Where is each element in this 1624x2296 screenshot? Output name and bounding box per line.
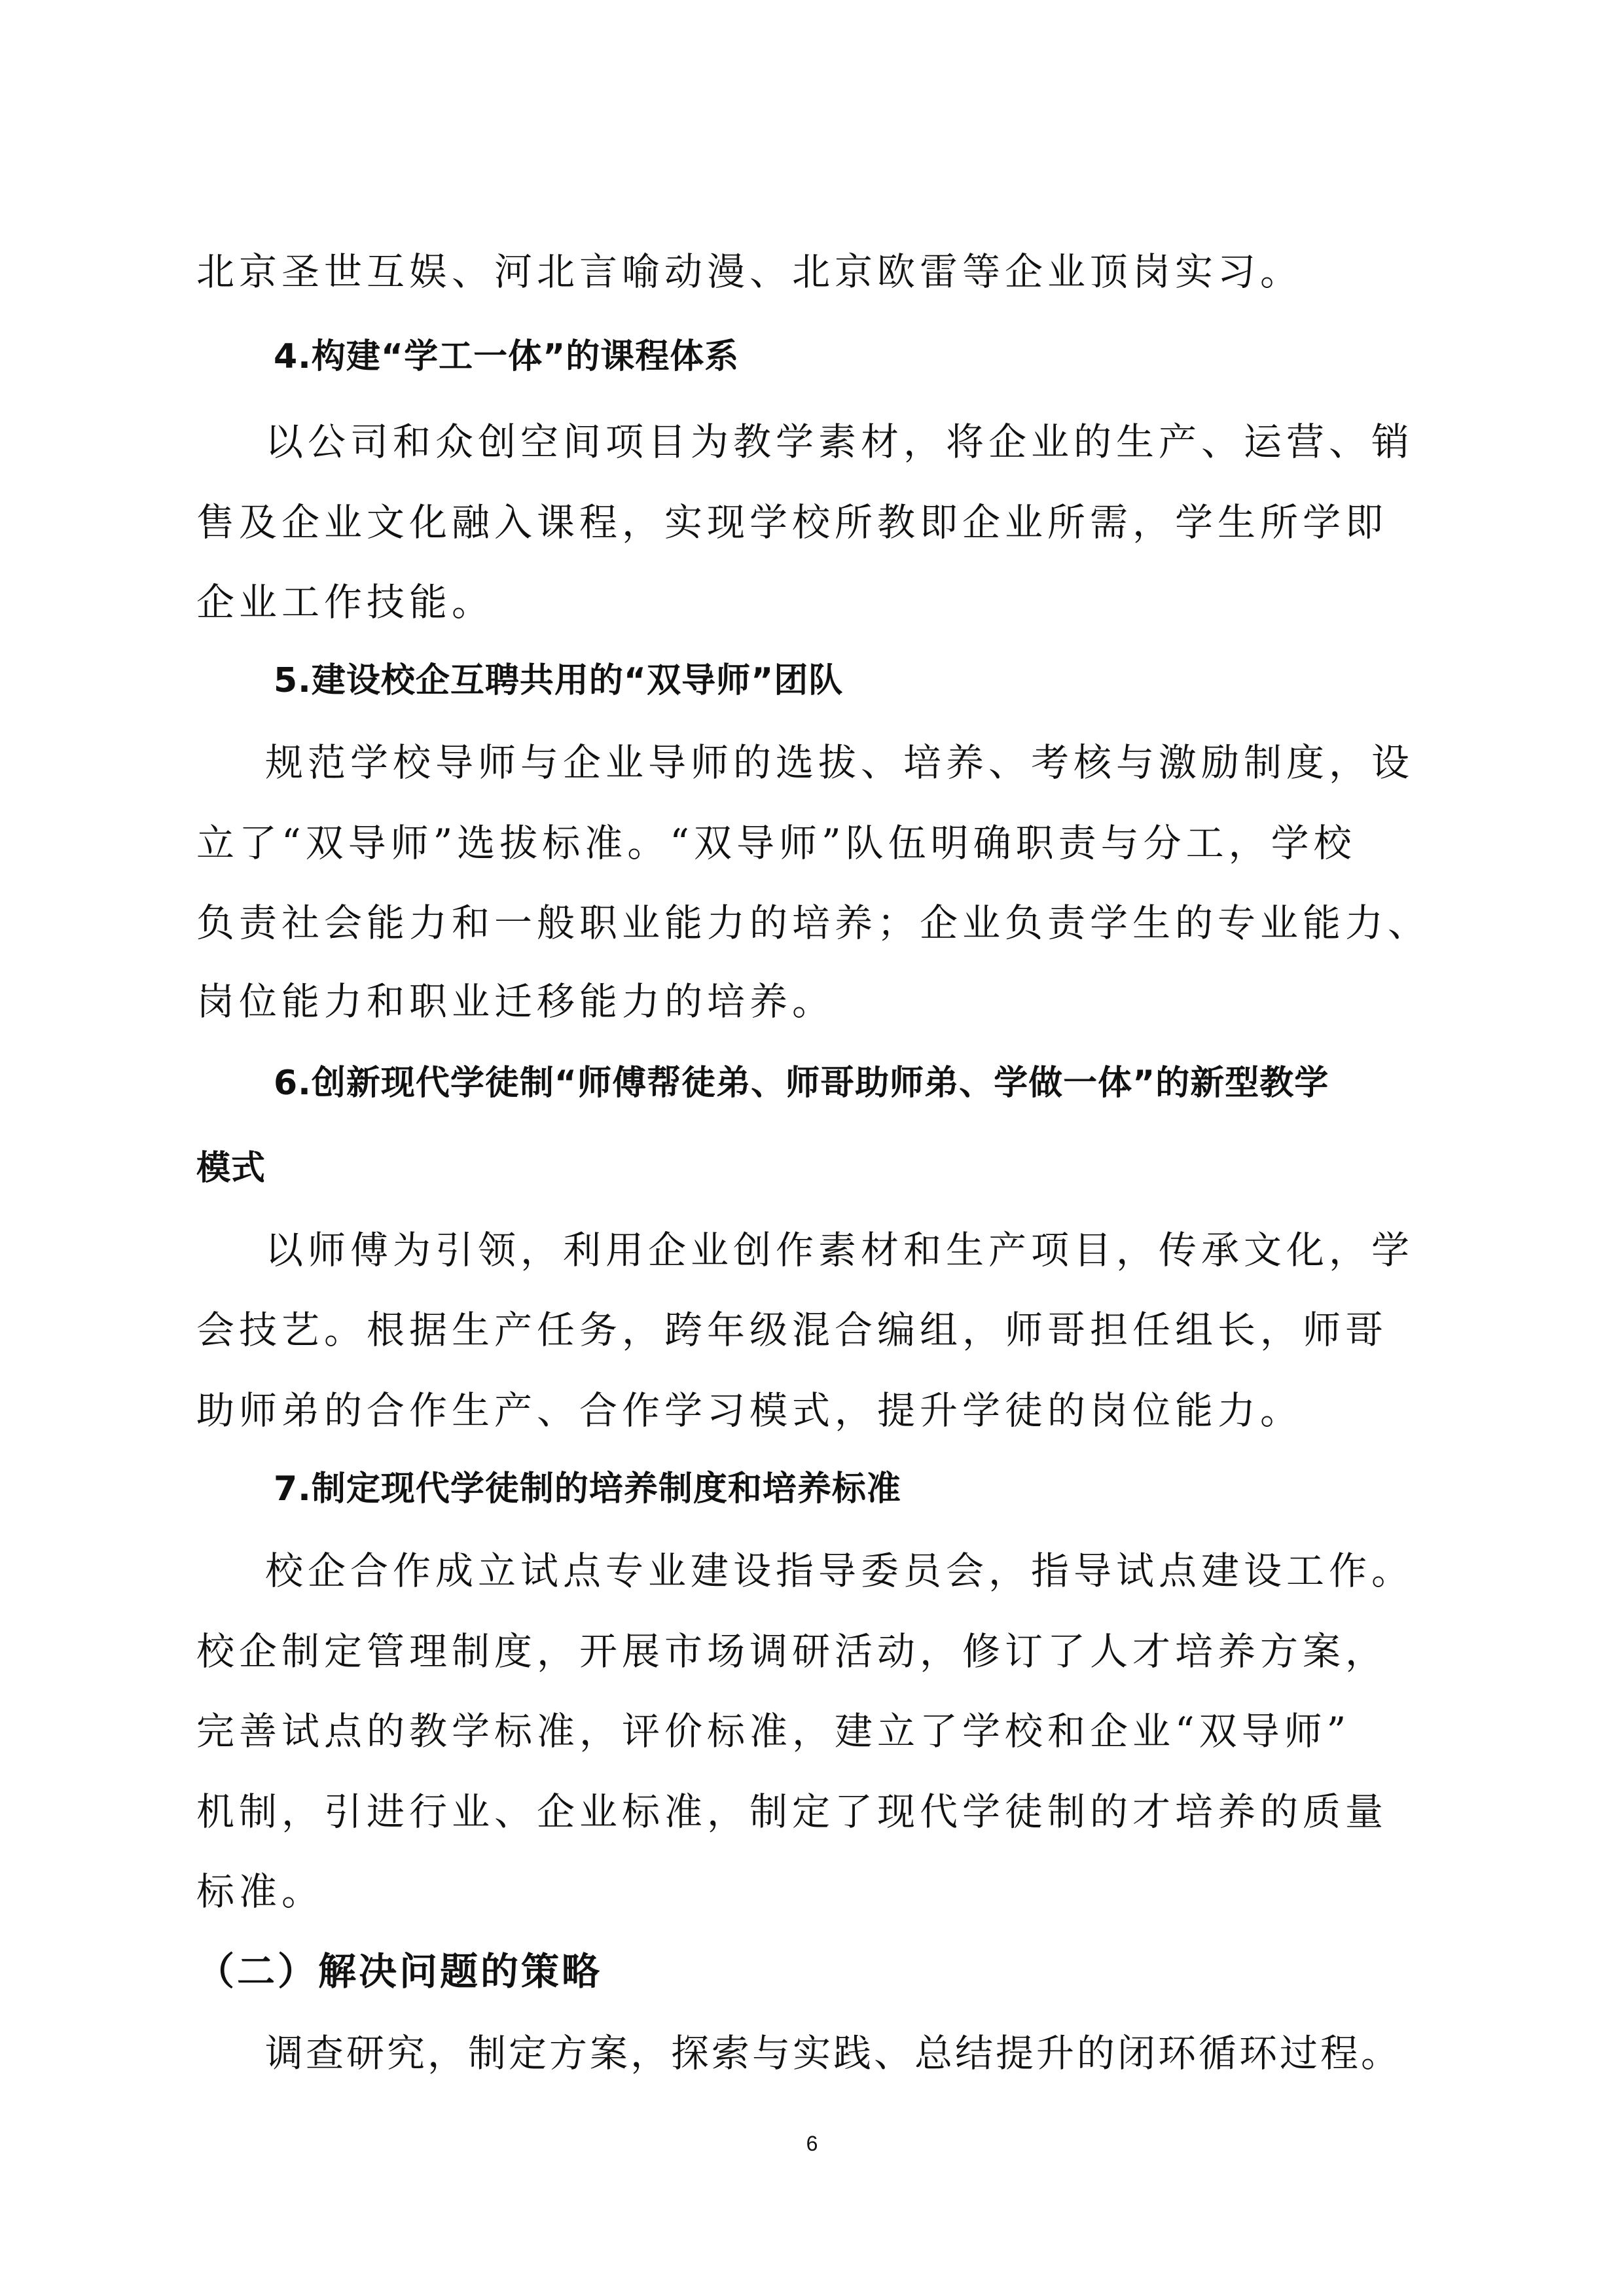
body-line: 校企合作成立试点专业建设指导委员会，指导试点建设工作。	[265, 1549, 1415, 1593]
body-line: 售及企业文化融入课程，实现学校所教即企业所需，学生所学即	[196, 500, 1388, 545]
section-heading-4: 4.构建“学工一体”的课程体系	[274, 337, 740, 376]
body-line: 校企制定管理制度，开展市场调研活动，修订了人才培养方案，	[196, 1629, 1388, 1674]
body-line: 岗位能力和职业迁移能力的培养。	[196, 979, 835, 1024]
body-line: 调查研究，制定方案，探索与实践、总结提升的闭环循环过程。	[265, 2031, 1402, 2075]
section-heading-6: 6.创新现代学徒制“师傅帮徒弟、师哥助师弟、学做一体”的新型教学	[274, 1064, 1329, 1103]
body-line: 企业工作技能。	[196, 580, 495, 624]
body-line: 负责社会能力和一般职业能力的培养；企业负责学生的专业能力、	[196, 901, 1431, 945]
body-line: 以公司和众创空间项目为教学素材，将企业的生产、运营、销	[265, 420, 1415, 464]
body-line: 标准。	[196, 1869, 325, 1914]
section-heading-6-continued: 模式	[196, 1149, 266, 1188]
subsection-heading-strategy: （二）解决问题的策略	[196, 1949, 603, 1994]
body-line: 规范学校导师与企业导师的选拔、培养、考核与激励制度，设	[265, 740, 1415, 785]
section-heading-7: 7.制定现代学徒制的培养制度和培养标准	[274, 1469, 901, 1509]
section-heading-5: 5.建设校企互聘共用的“双导师”团队	[274, 661, 844, 700]
body-line: 会技艺。根据生产任务，跨年级混合编组，师哥担任组长，师哥	[196, 1308, 1388, 1352]
body-line: 以师傅为引领，利用企业创作素材和生产项目，传承文化，学	[265, 1228, 1415, 1272]
body-line: 北京圣世互娱、河北言喻动漫、北京欧雷等企业顶岗实习。	[196, 249, 1303, 294]
body-line: 立了“双导师”选拔标准。“双导师”队伍明确职责与分工，学校	[196, 821, 1356, 865]
body-line: 机制，引进行业、企业标准，制定了现代学徒制的才培养的质量	[196, 1789, 1388, 1834]
page-number: 6	[806, 2132, 818, 2155]
body-line: 完善试点的教学标准，评价标准，建立了学校和企业“双导师”	[196, 1709, 1351, 1753]
body-line: 助师弟的合作生产、合作学习模式，提升学徒的岗位能力。	[196, 1388, 1303, 1433]
